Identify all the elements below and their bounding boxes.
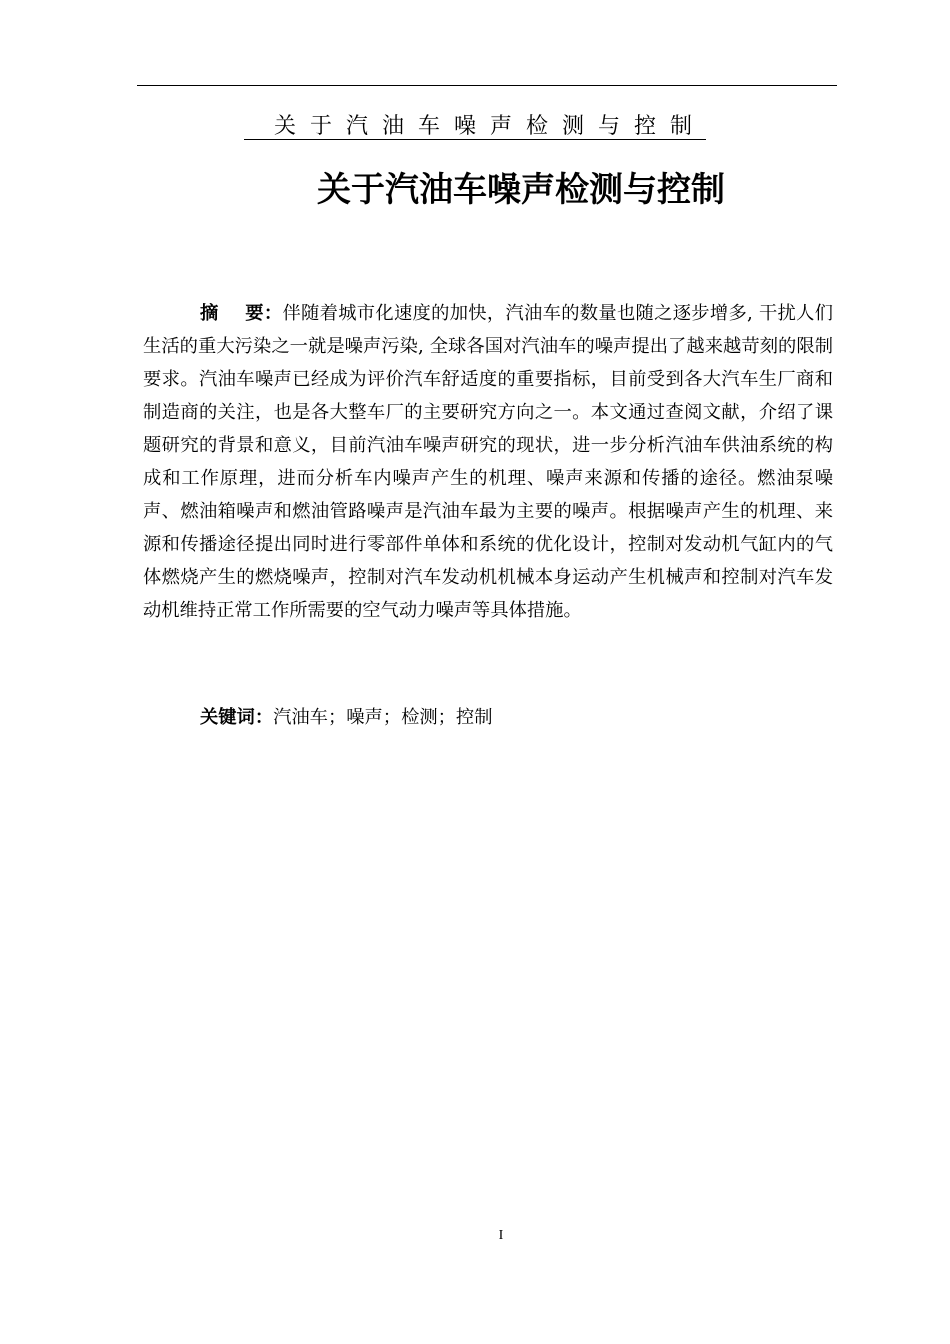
abstract-label: 摘 要： (200, 303, 283, 324)
running-header (0, 113, 950, 141)
document-title: 关于汽油车噪声检测与控制 (317, 170, 725, 210)
page-number: I (498, 1228, 504, 1243)
keywords-line (200, 703, 493, 733)
keywords-text: 汽油车；噪声；检测；控制 (273, 707, 493, 728)
keywords-label: 关键词： (200, 707, 274, 728)
header-rule (137, 85, 837, 86)
abstract-paragraph (143, 297, 833, 627)
abstract-text: 伴随着城市化速度的加快，汽油车的数量也随之逐步增多, 干扰人们生活的重大污染之一就是噪声污染, 全球各国对汽油车的噪声提出了越来越苛刻的限制要求。汽油车噪声已经成为评价汽车舒适度的重要指标，目前受到各大汽车生厂商和制造商的关注，也是各大整车厂的主要研究方向之一。本文通过查阅文献，介绍了课题研究的背景和意义，目前汽油车噪声研究的现状，进一步分析汽油车供油系统的构成和工作原理，进而分析车内噪声产生的机理、噪声来源和传播的途径。燃油泵噪声、燃油箱噪声和燃油管路噪声是汽油车最为主要的噪声。根据噪声产生的机理、来源和传播途径提出同时进行零部件单体和系统的优化设计，控制对发动机气缸内的气体燃烧产生的燃烧噪声，控制对汽车发动机机械本身运动产生机械声和控制对汽车发动机维持正常工作所需要的空气动力噪声等具体措施。 (143, 303, 834, 621)
running-header-title: 关于汽油车噪声检测与控制 (244, 115, 706, 140)
